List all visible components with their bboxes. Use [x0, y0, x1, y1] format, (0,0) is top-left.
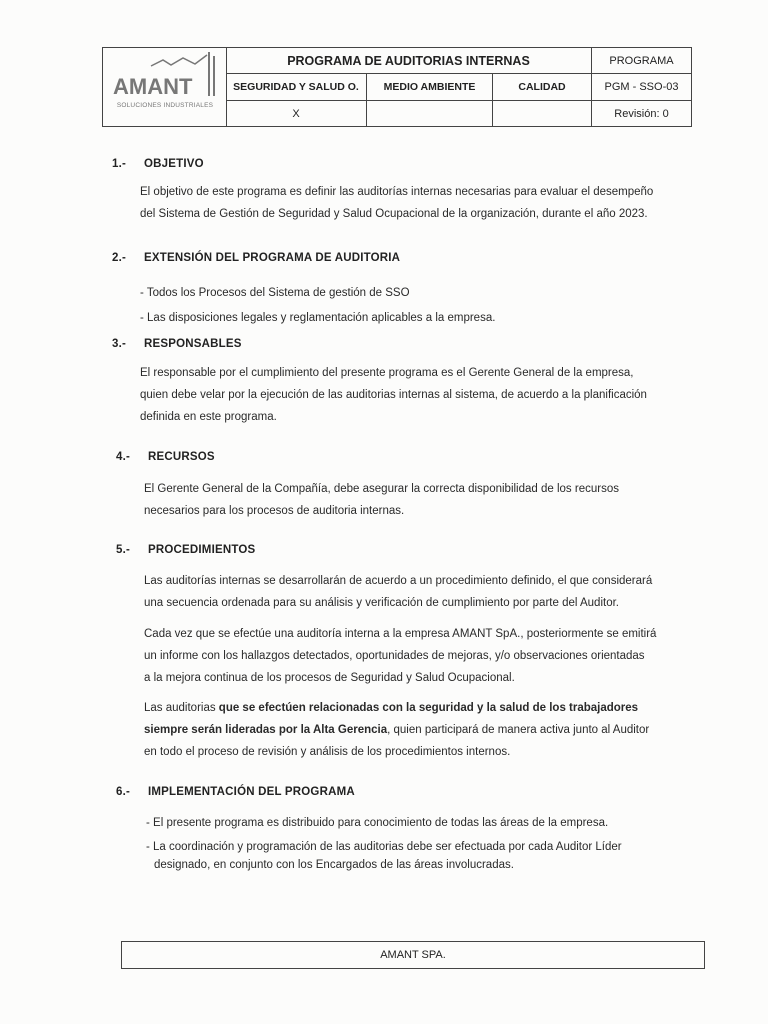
sso-mark: X	[292, 107, 300, 120]
paragraph-procedimientos-2: Cada vez que se efectúe una auditoría interna a la empresa AMANT SpA., posteriormente se emitirá un informe con los hallazgos detectados, oportunidades de mejoras, y/o observaciones orientadas a la mejora continua de los procesos de Seguridad y Salud Ocupacional.	[144, 628, 657, 684]
category-sso: SEGURIDAD Y SALUD O.	[233, 81, 359, 93]
amant-logo	[111, 52, 217, 100]
document-header-table	[102, 47, 692, 127]
revision-number: Revisión: 0	[614, 107, 669, 120]
section-heading: 2.- EXTENSIÓN DEL PROGRAMA DE AUDITORIA	[112, 252, 401, 264]
section-heading: 1.- OBJETIVO	[112, 158, 204, 170]
paragraph-procedimientos-3: Las auditorias que se efectúen relacionadas con la seguridad y la salud de los trabajadores siempre serán lideradas por la Alta Gerencia, quien participará de manera activa junto al Auditor en todo el proceso de revisión y análisis de los procedimientos internos.	[144, 702, 650, 758]
paragraph-objective: El objetivo de este programa es definir las auditorías internas necesarias para evaluar el desempeño del Sistema de Gestión de Seguridad y Salud Ocupacional de la organización, durante el año 2023.	[140, 186, 654, 220]
list-item: - La coordinación y programación de las auditorias debe ser efectuada por cada Auditor Líder designado, en conjunto con los Encargados de las áreas involucradas.	[146, 841, 622, 871]
section-heading: 3.- RESPONSABLES	[112, 338, 242, 350]
paragraph-recursos: El Gerente General de la Compañía, debe asegurar la correcta disponibilidad de los recursos necesarios para los procesos de auditoria internas.	[144, 483, 619, 517]
list-item: - Las disposiciones legales y reglamentación aplicables a la empresa.	[140, 312, 496, 324]
document-type: PROGRAMA	[609, 54, 674, 67]
paragraph-responsables: El responsable por el cumplimiento del presente programa es el Gerente General de la empresa, quien debe velar por la ejecución de las auditorias internas al sistema, de acuerdo a la planificación definida en este programa.	[140, 367, 647, 423]
logo-wordmark: AMANT	[113, 74, 193, 99]
category-environment: MEDIO AMBIENTE	[383, 81, 476, 93]
list-item: - Todos los Procesos del Sistema de gestión de SSO	[140, 287, 410, 299]
section-heading: 4.- RECURSOS	[116, 451, 215, 463]
document-code: PGM - SSO-03	[604, 81, 679, 93]
section-heading: 5.- PROCEDIMIENTOS	[116, 544, 256, 556]
document-footer: AMANT SPA.	[121, 941, 705, 969]
document-title: PROGRAMA DE AUDITORIAS INTERNAS	[287, 53, 530, 68]
category-quality: CALIDAD	[518, 81, 566, 93]
logo-cell	[103, 48, 227, 126]
section-heading: 6.- IMPLEMENTACIÓN DEL PROGRAMA	[116, 786, 355, 798]
paragraph-procedimientos-1: Las auditorías internas se desarrollarán de acuerdo a un procedimiento definido, el que considerará una secuencia ordenada para su análisis y verificación de cumplimiento por parte del Auditor.	[144, 575, 653, 609]
logo-subtitle: SOLUCIONES INDUSTRIALES	[116, 102, 214, 109]
list-item: - El presente programa es distribuido para conocimiento de todas las áreas de la empresa.	[146, 817, 609, 829]
